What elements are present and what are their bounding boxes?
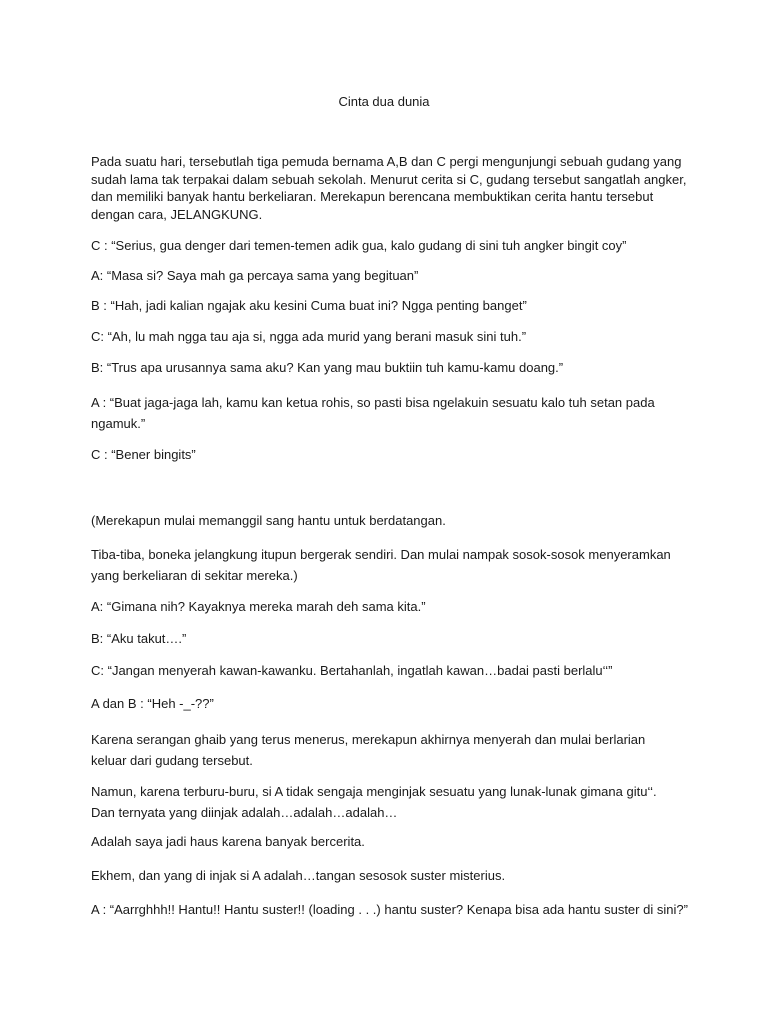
narration-paragraph: Namun, karena terburu-buru, si A tidak sengaja menginjak sesuatu yang lunak-lunak gimana gitu‘‘. Dan ternyata yang diinjak adalah…adalah…adalah… xyxy=(91,784,657,820)
document-title: Cinta dua dunia xyxy=(338,94,430,109)
dialogue-line: A : “Buat jaga-jaga lah, kamu kan ketua rohis, so pasti bisa ngelakuin sesuatu kalo tuh setan pada ngamuk.” xyxy=(91,395,655,431)
dialogue-line: B : “Hah, jadi kalian ngajak aku kesini Cuma buat ini? Ngga penting banget” xyxy=(91,298,527,313)
dialogue-line: B: “Aku takut….” xyxy=(91,631,187,646)
dialogue-line: C : “Bener bingits” xyxy=(91,447,196,462)
paragraph-intro: Pada suatu hari, tersebutlah tiga pemuda bernama A,B dan C pergi mengunjungi sebuah gudang yang sudah lama tak terpakai dalam sebuah sekolah. Menurut cerita si C, gudang tersebut sangatlah angker, dan memiliki banyak hantu berkeliaran. Merekapun berencana membuktikan cerita hantu tersebut dengan cara, JELANGKUNG. xyxy=(91,154,687,222)
dialogue-line: C : “Serius, gua denger dari temen-temen adik gua, kalo gudang di sini tuh angker bingit coy” xyxy=(91,238,627,253)
dialogue-line: B: “Trus apa urusannya sama aku? Kan yang mau buktiin tuh kamu-kamu doang.” xyxy=(91,360,564,375)
narration-paragraph: Karena serangan ghaib yang terus menerus, merekapun akhirnya menyerah dan mulai berlarian keluar dari gudang tersebut. xyxy=(91,732,646,768)
dialogue-line: C: “Jangan menyerah kawan-kawanku. Bertahanlah, ingatlah kawan…badai pasti berlalu‘‘” xyxy=(91,663,613,678)
narration-line: Ekhem, dan yang di injak si A adalah…tangan sesosok suster misterius. xyxy=(91,868,506,883)
dialogue-line: A : “Aarrghhh!! Hantu!! Hantu suster!! (loading . . .) hantu suster? Kenapa bisa ada hantu suster di sini?” xyxy=(91,902,688,917)
dialogue-line: C: “Ah, lu mah ngga tau aja si, ngga ada murid yang berani masuk sini tuh.” xyxy=(91,329,527,344)
dialogue-line: A dan B : “Heh -_-??” xyxy=(91,696,214,711)
dialogue-line: A: “Masa si? Saya mah ga percaya sama yang begituan” xyxy=(91,268,419,283)
dialogue-line: A: “Gimana nih? Kayaknya mereka marah deh sama kita.” xyxy=(91,599,426,614)
narration-paragraph: Tiba-tiba, boneka jelangkung itupun bergerak sendiri. Dan mulai nampak sosok-sosok menyeramkan yang berkeliaran di sekitar mereka.) xyxy=(91,547,671,583)
narration-line: Adalah saya jadi haus karena banyak bercerita. xyxy=(91,834,365,849)
narration-line: (Merekapun mulai memanggil sang hantu untuk berdatangan. xyxy=(91,513,446,528)
